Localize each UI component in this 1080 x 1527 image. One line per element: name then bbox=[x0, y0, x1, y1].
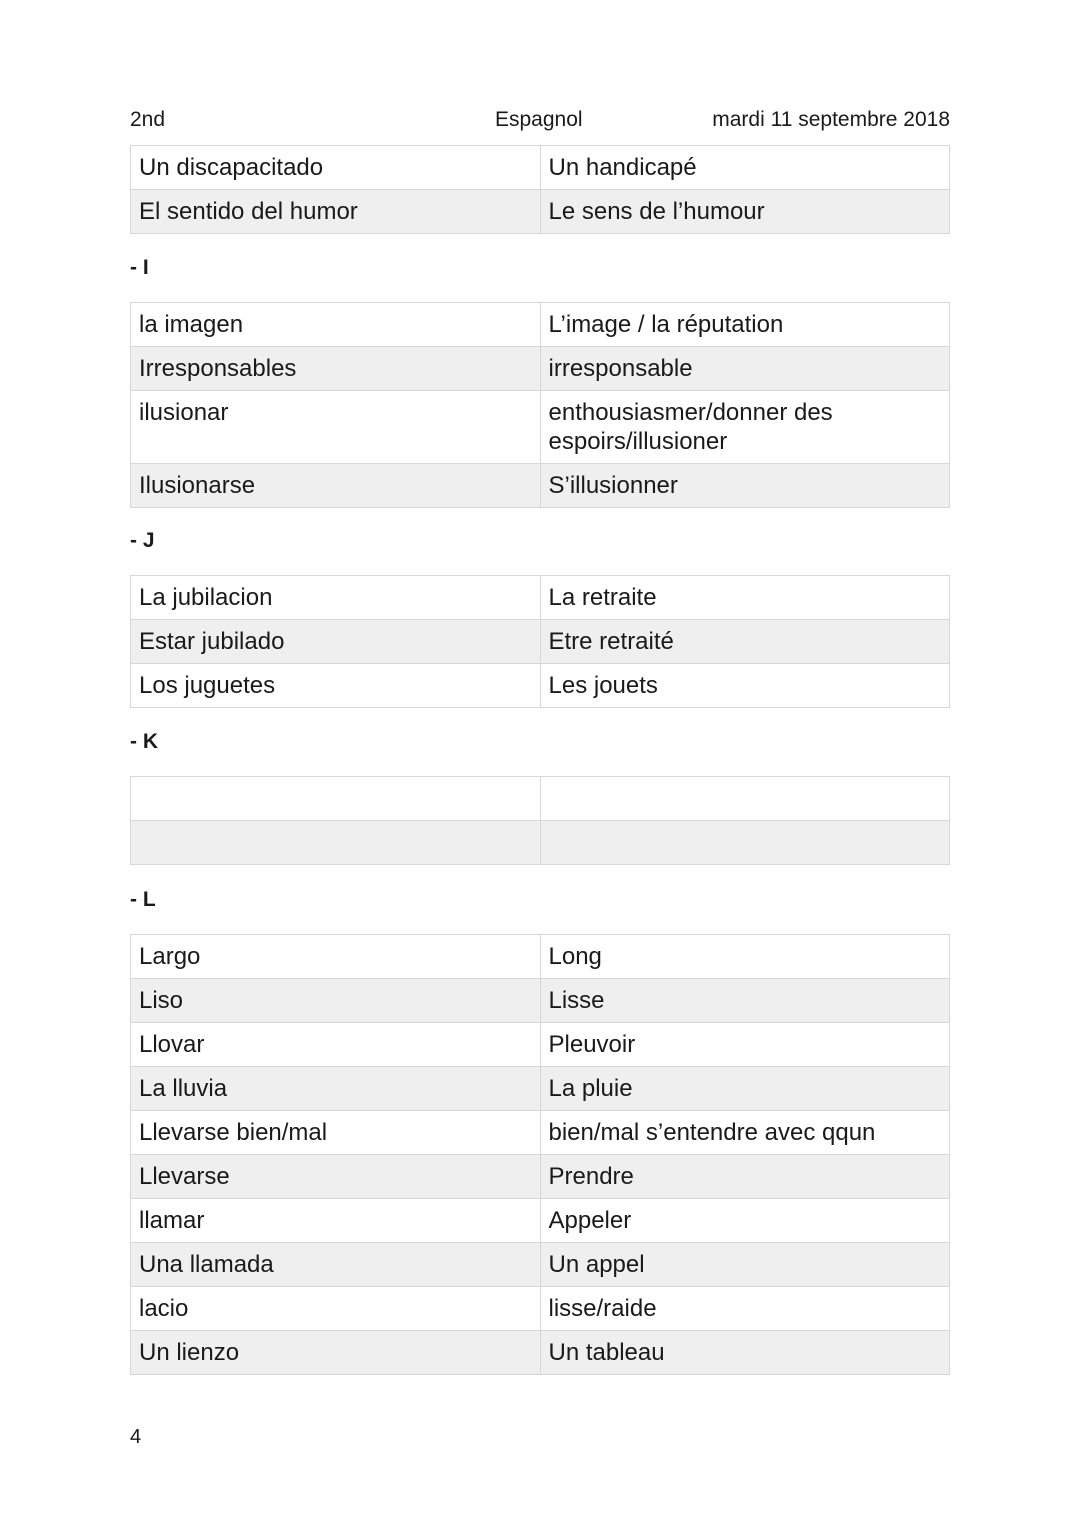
table-row bbox=[131, 1287, 950, 1331]
page-header bbox=[130, 106, 950, 136]
table-row bbox=[131, 620, 950, 664]
french-translation: La pluie bbox=[540, 1067, 950, 1111]
vocab-table-j bbox=[130, 575, 950, 708]
table-row bbox=[131, 664, 950, 708]
spanish-term: Un discapacitado bbox=[131, 146, 541, 190]
section-heading-i: - I bbox=[130, 256, 149, 279]
french-translation: Appeler bbox=[540, 1199, 950, 1243]
spanish-term: Un lienzo bbox=[131, 1331, 541, 1375]
table-row bbox=[131, 391, 950, 464]
spanish-term: Una llamada bbox=[131, 1243, 541, 1287]
table-row bbox=[131, 821, 950, 865]
spanish-term: lacio bbox=[131, 1287, 541, 1331]
header-subject: Espagnol bbox=[495, 108, 583, 131]
spanish-term: Estar jubilado bbox=[131, 620, 541, 664]
table-row bbox=[131, 777, 950, 821]
french-translation: Le sens de l’humour bbox=[540, 190, 950, 234]
spanish-term: La jubilacion bbox=[131, 576, 541, 620]
spanish-term: Ilusionarse bbox=[131, 464, 541, 508]
french-translation: Long bbox=[540, 935, 950, 979]
spanish-term: Largo bbox=[131, 935, 541, 979]
spanish-term: El sentido del humor bbox=[131, 190, 541, 234]
french-translation: Etre retraité bbox=[540, 620, 950, 664]
french-translation: Un appel bbox=[540, 1243, 950, 1287]
header-date: mardi 11 septembre 2018 bbox=[712, 108, 950, 131]
table-row bbox=[131, 1155, 950, 1199]
table-row bbox=[131, 979, 950, 1023]
spanish-term: llamar bbox=[131, 1199, 541, 1243]
spanish-term bbox=[131, 777, 541, 821]
french-translation bbox=[540, 777, 950, 821]
french-translation: L’image / la réputation bbox=[540, 303, 950, 347]
french-translation: bien/mal s’entendre avec qqun bbox=[540, 1111, 950, 1155]
vocab-table-l bbox=[130, 934, 950, 1375]
table-row bbox=[131, 190, 950, 234]
table-row bbox=[131, 576, 950, 620]
section-heading-l: - L bbox=[130, 888, 156, 911]
section-heading-j: - J bbox=[130, 529, 155, 552]
spanish-term: ilusionar bbox=[131, 391, 541, 464]
section-heading-k: - K bbox=[130, 730, 158, 753]
french-translation: La retraite bbox=[540, 576, 950, 620]
vocab-table-k bbox=[130, 776, 950, 865]
table-row bbox=[131, 464, 950, 508]
french-translation: Un handicapé bbox=[540, 146, 950, 190]
spanish-term: Llevarse bien/mal bbox=[131, 1111, 541, 1155]
french-translation: Un tableau bbox=[540, 1331, 950, 1375]
vocab-table-i bbox=[130, 302, 950, 508]
header-level: 2nd bbox=[130, 108, 166, 131]
spanish-term: Llovar bbox=[131, 1023, 541, 1067]
page-number: 4 bbox=[130, 1426, 142, 1448]
table-row bbox=[131, 1111, 950, 1155]
french-translation: lisse/raide bbox=[540, 1287, 950, 1331]
french-translation: Lisse bbox=[540, 979, 950, 1023]
table-row bbox=[131, 1067, 950, 1111]
spanish-term: Los juguetes bbox=[131, 664, 541, 708]
spanish-term: Irresponsables bbox=[131, 347, 541, 391]
spanish-term: Liso bbox=[131, 979, 541, 1023]
french-translation: irresponsable bbox=[540, 347, 950, 391]
spanish-term: La lluvia bbox=[131, 1067, 541, 1111]
spanish-term: la imagen bbox=[131, 303, 541, 347]
table-row bbox=[131, 1023, 950, 1067]
french-translation: S’illusionner bbox=[540, 464, 950, 508]
table-row bbox=[131, 303, 950, 347]
french-translation: enthousiasmer/donner des espoirs/illusioner bbox=[540, 391, 950, 464]
table-row bbox=[131, 146, 950, 190]
french-translation: Les jouets bbox=[540, 664, 950, 708]
spanish-term: Llevarse bbox=[131, 1155, 541, 1199]
french-translation: Pleuvoir bbox=[540, 1023, 950, 1067]
table-row bbox=[131, 935, 950, 979]
vocab-table-continued bbox=[130, 145, 950, 234]
table-row bbox=[131, 1243, 950, 1287]
table-row bbox=[131, 1331, 950, 1375]
spanish-term bbox=[131, 821, 541, 865]
french-translation bbox=[540, 821, 950, 865]
french-translation: Prendre bbox=[540, 1155, 950, 1199]
table-row bbox=[131, 1199, 950, 1243]
table-row bbox=[131, 347, 950, 391]
